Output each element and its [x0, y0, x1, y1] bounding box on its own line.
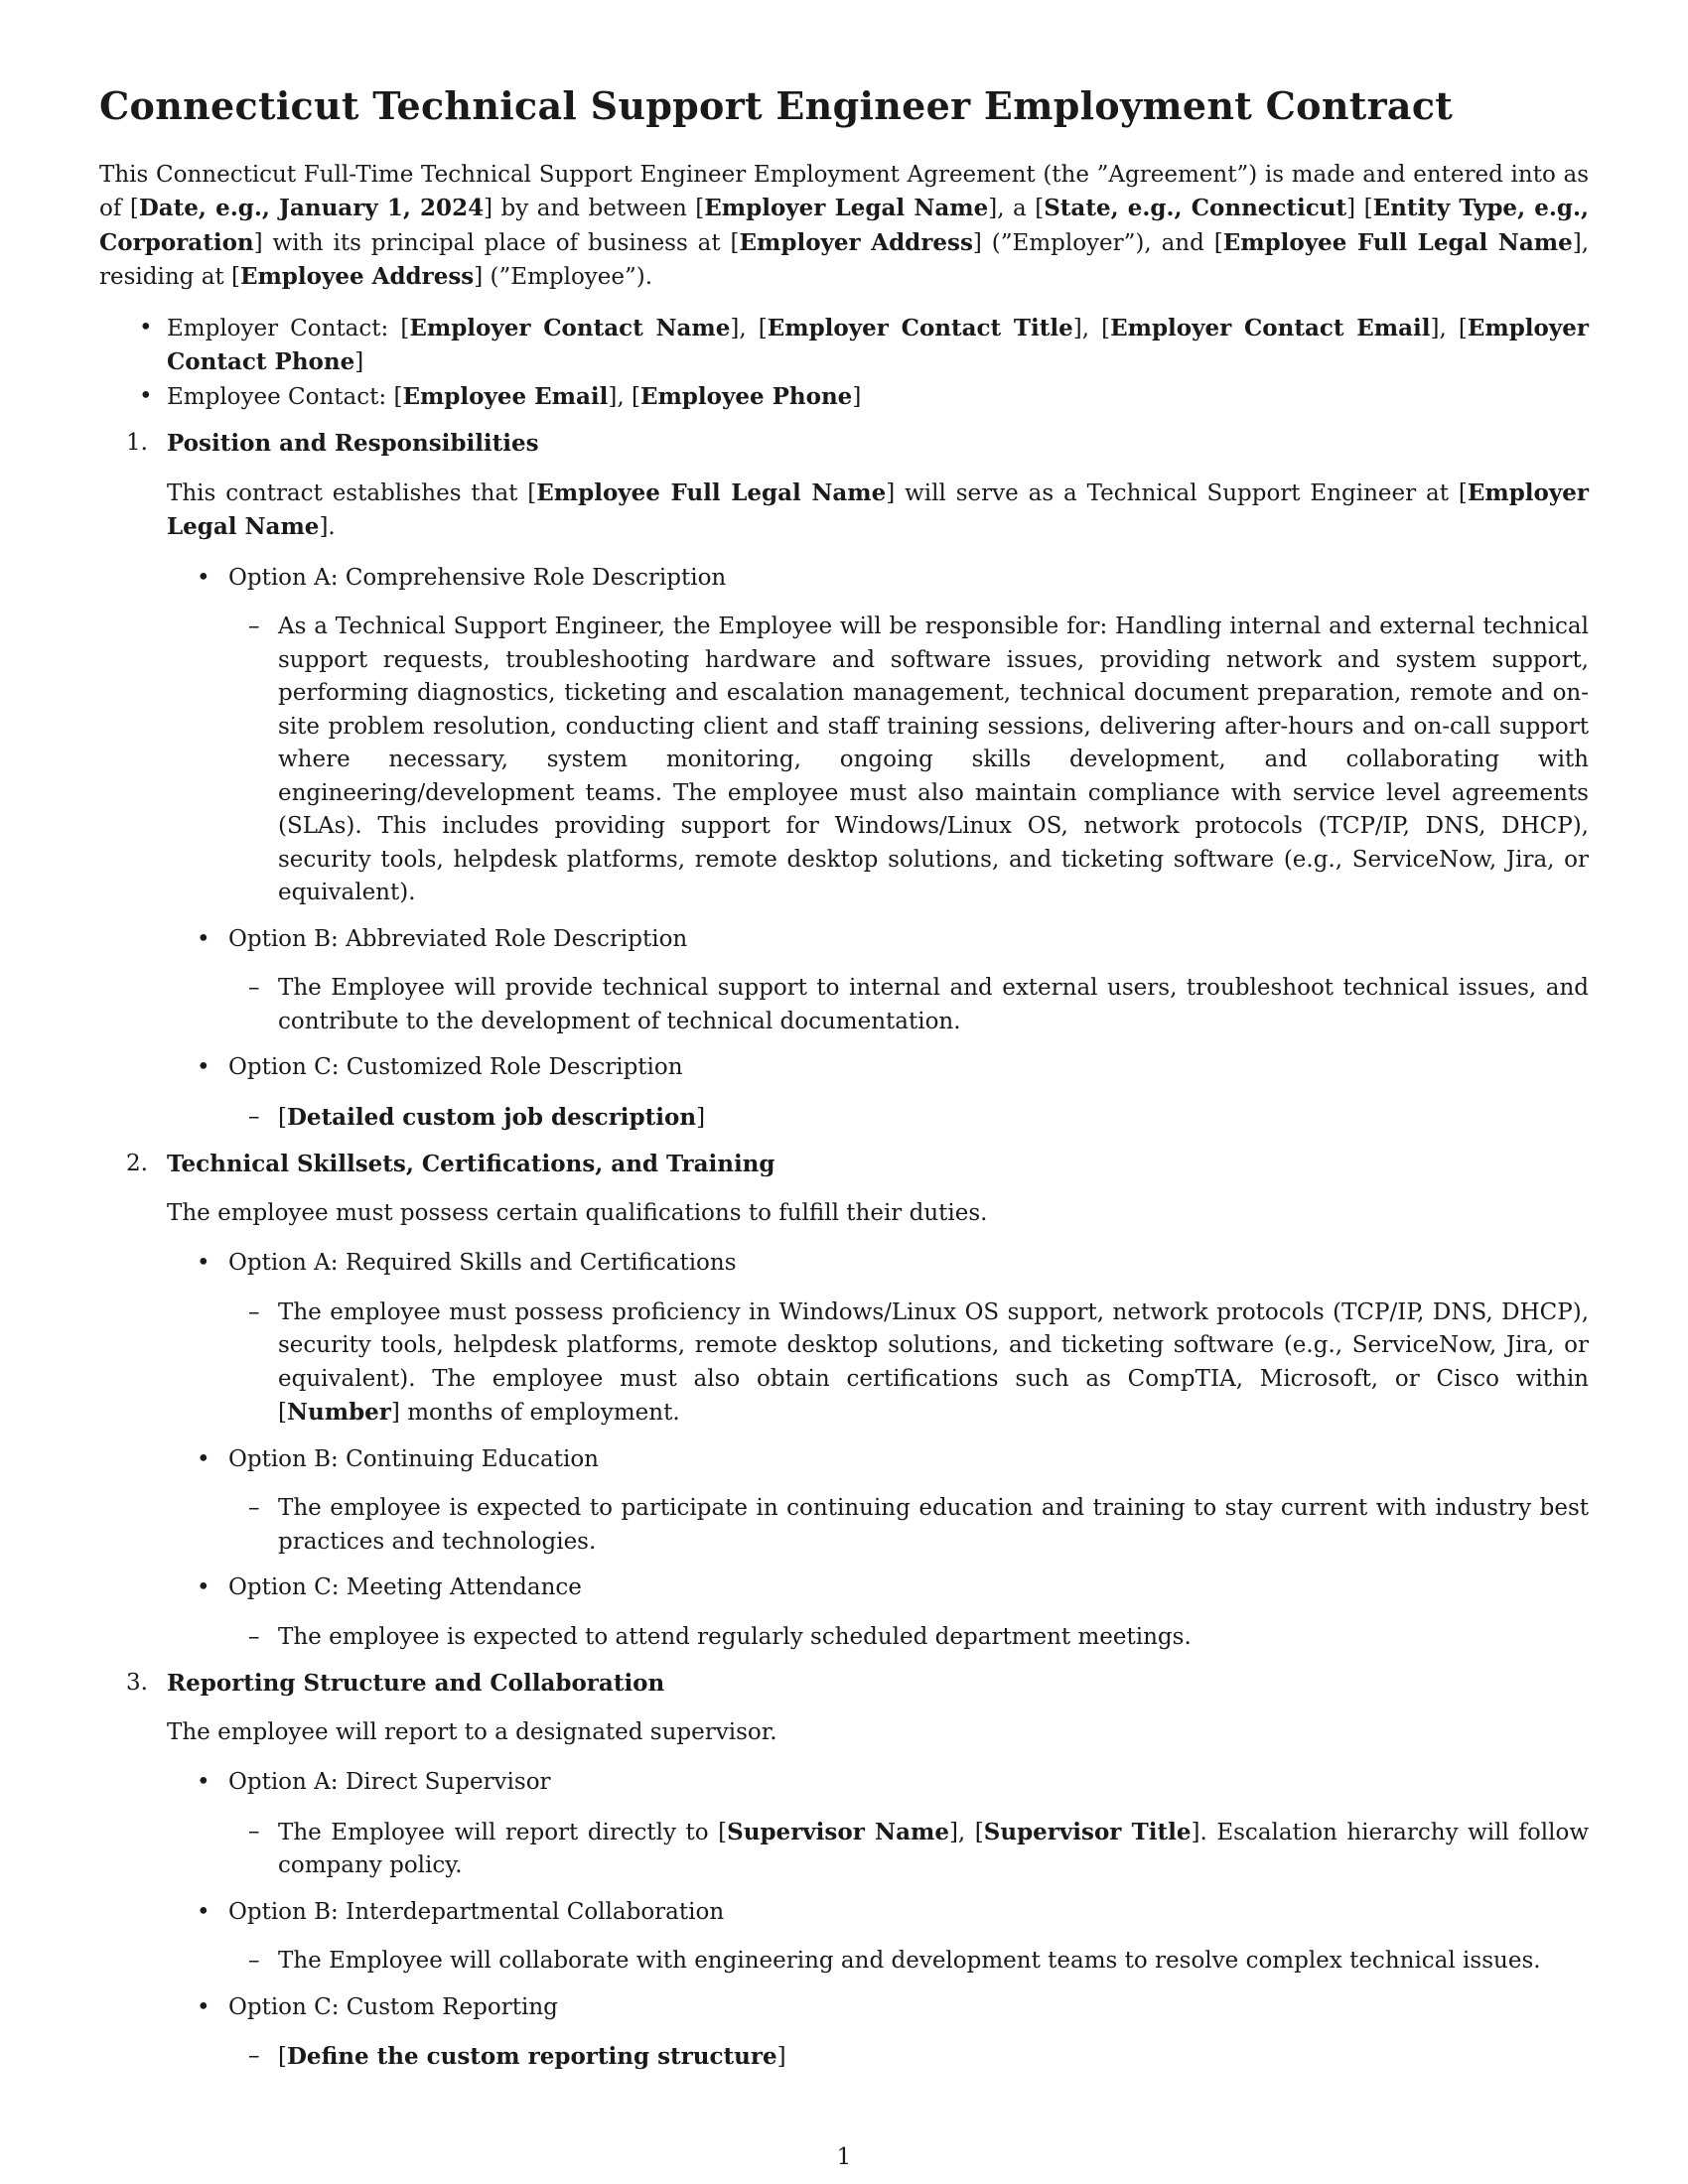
option-item [167, 1896, 1589, 1979]
option-detail: – As a Technical Support Engineer, the Employee will be responsible for: Handling internal and external technical support requests, troubleshooting hardware and software issues, providing network and system support, performing diagnostics, ticketing and escalation management, technical document preparation, remote and on-site problem resolution, conducting client and staff training sessions, delivering after-hours and on-call support where necessary, system monitoring, ongoing skills development, and collaborating with engineering/development teams. The employee must also maintain compliance with service level agreements (SLAs). This includes providing support for Windows/Linux OS, network protocols (TCP/IP, DNS, DHCP), security tools, helpdesk platforms, remote desktop solutions, and ticketing software (e.g., ServiceNow, Jira, or equivalent). [228, 611, 1589, 910]
option-item [167, 1443, 1589, 1560]
page-number: 1 [836, 2144, 852, 2170]
section-lead: The employee must possess certain qualifications to fulfill their duties. [167, 1199, 988, 1226]
contacts-list [99, 312, 1589, 415]
section-reporting-structure [99, 1667, 1589, 2075]
entity-type-placeholder: Entity Type, e.g., Corporation [99, 195, 1590, 256]
option-item [167, 1991, 1589, 2075]
employer-contact-item: • Employer Contact: [Employer Contact Name], [Employer Contact Title], [Employer Contact Email], [Employer Contact Phone] [99, 312, 1589, 380]
option-label: • Option B: Abbreviated Role Description [228, 925, 688, 952]
option-item [167, 1766, 1589, 1883]
option-detail: – The employee is expected to attend regularly scheduled department meetings. [228, 1621, 1589, 1655]
option-detail: – The employee must possess proficiency in Windows/Linux OS support, network protocols (TCP/IP, DNS, DHCP), security tools, helpdesk platforms, remote desktop solutions, and ticketing software (e.g., ServiceNow, Jira, or equivalent). The employee must also obtain certifications such as CompTIA, Microsoft, or Cisco within [Number] months of employment. [228, 1297, 1589, 1431]
date-placeholder: Date, e.g., January 1, 2024 [138, 195, 485, 222]
section-number: 3. [126, 1670, 148, 1697]
section-title: Technical Skillsets, Certifications, and Training [167, 1151, 775, 1178]
option-item [167, 1571, 1589, 1654]
employee-address-placeholder: Employee Address [239, 263, 475, 291]
option-detail: – The employee is expected to participate in continuing education and training to stay current with industry best practices and technologies. [228, 1492, 1589, 1559]
option-detail: – The Employee will collaborate with engineering and development teams to resolve complex technical issues. [228, 1945, 1589, 1979]
option-detail: – The Employee will report directly to [Supervisor Name], [Supervisor Title]. Escalation hierarchy will follow company policy. [228, 1816, 1589, 1883]
intro-paragraph: This Connecticut Full-Time Technical Support Engineer Employment Agreement (the ”Agreement”) is made and entered into as of [Date, e.g., January 1, 2024] by and between [Employer Legal Name], a [State, e.g., Connecticut] [Entity Type, e.g., Corporation] with its principal place of business at [Employer Address] (”Employer”), and [Employee Full Legal Name], residing at [Employee Address] (”Employee”). [99, 161, 1590, 291]
option-label: • Option C: Meeting Attendance [228, 1574, 582, 1601]
employee-contact-item: • Employee Contact: [Employee Email], [Employee Phone] [99, 380, 1589, 415]
section-lead: This contract establishes that [Employee Full Legal Name] will serve as a Technical Support Engineer at [Employer Legal Name]. [167, 478, 1589, 541]
option-item [167, 1247, 1589, 1431]
options-list [167, 1766, 1589, 2075]
employer-name-placeholder: Employer Legal Name [704, 195, 989, 222]
option-label: • Option B: Interdepartmental Collaboration [228, 1898, 725, 1925]
option-item [167, 562, 1589, 910]
section-number: 1. [126, 430, 148, 457]
option-label: • Option C: Custom Reporting [228, 1993, 558, 2020]
section-position-responsibilities [99, 427, 1589, 1135]
option-label: • Option C: Customized Role Description [228, 1054, 683, 1081]
option-detail: – [Detailed custom job description] [228, 1101, 1589, 1136]
option-label: • Option A: Comprehensive Role Description [228, 564, 727, 591]
option-item [167, 1051, 1589, 1135]
option-label: • Option A: Required Skills and Certifications [228, 1250, 737, 1277]
options-list [167, 1247, 1589, 1654]
employee-name-placeholder: Employee Full Legal Name [1222, 228, 1573, 256]
option-item [167, 923, 1589, 1039]
state-placeholder: State, e.g., Connecticut [1044, 195, 1347, 222]
document-page [99, 83, 1589, 2088]
option-detail: – The Employee will provide technical support to internal and external users, troubleshoot technical issues, and contribute to the development of technical documentation. [228, 972, 1589, 1038]
section-title: Reporting Structure and Collaboration [167, 1670, 665, 1698]
section-title: Position and Responsibilities [167, 430, 539, 458]
options-list [167, 562, 1589, 1136]
option-label: • Option B: Continuing Education [228, 1445, 599, 1472]
page-title: Connecticut Technical Support Engineer Employment Contract [99, 83, 1454, 128]
section-lead: The employee will report to a designated supervisor. [167, 1718, 777, 1745]
option-detail: – [Define the custom reporting structure] [228, 2040, 1589, 2075]
section-number: 2. [126, 1151, 148, 1177]
section-skillsets-certifications [99, 1148, 1589, 1654]
employer-address-placeholder: Employer Address [739, 228, 973, 256]
option-label: • Option A: Direct Supervisor [228, 1769, 551, 1796]
